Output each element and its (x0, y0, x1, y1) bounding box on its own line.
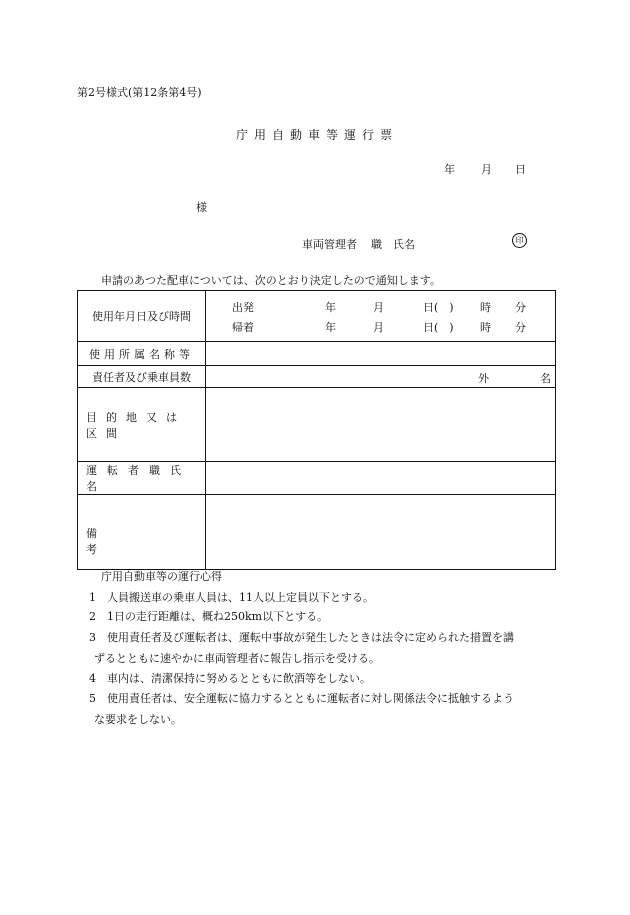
remarks-value-cell[interactable] (206, 495, 556, 570)
departure-day: 日( ) (423, 301, 454, 314)
return-month: 月 (373, 321, 384, 334)
return-hour: 時 (480, 321, 491, 334)
persons-label-cell (78, 366, 206, 388)
return-label: 帰着 (232, 321, 254, 334)
page-title: 庁用自動車等運行票 (236, 128, 399, 142)
dest-label-cell (78, 388, 206, 462)
return-day: 日( ) (423, 321, 454, 334)
seal-mark: 印 (512, 233, 527, 248)
return-minute: 分 (515, 321, 526, 334)
manager-label: 車両管理者 (302, 238, 357, 251)
persons-label: 責任者及び乗車員数 (92, 370, 191, 384)
dispatch-form-table (77, 290, 556, 570)
addressee-suffix: 様 (196, 201, 207, 214)
notice-text: 申請のあつた配車については、次のとおり決定したので通知します。 (101, 274, 441, 287)
manager-name-label: 職 氏名 (371, 238, 415, 251)
return-year: 年 (325, 321, 336, 334)
date-day-label: 日 (515, 163, 526, 176)
datetime-label: 使用年月日及び時間 (92, 310, 191, 323)
driver-label: 運転者職氏名 (86, 464, 191, 493)
persons-row (206, 367, 555, 387)
remarks-label: 備考 (86, 527, 181, 556)
form-number: 第2号様式(第12条第4号) (77, 86, 202, 99)
dest-value-cell[interactable] (206, 388, 556, 462)
date-year-label: 年 (444, 163, 455, 176)
rule-item-5-cont: な要求をしない。 (94, 713, 182, 726)
rule-item-5: 5 使用責任者は、安全運転に協力するとともに運転者に対し関係法令に抵触するよう (89, 692, 514, 705)
rules-heading: 庁用自動車等の運行心得 (101, 570, 222, 583)
dept-value-cell[interactable] (206, 342, 556, 366)
dept-label-cell (78, 342, 206, 366)
datetime-label-cell (78, 291, 206, 342)
rule-item-2: 2 1日の走行距離は、概ね250km以下とする。 (89, 610, 329, 623)
driver-label-cell (78, 462, 206, 495)
departure-row (206, 296, 555, 316)
count-unit-label: 名 (540, 371, 551, 385)
datetime-value-cell[interactable] (206, 291, 556, 342)
rule-item-1: 1 人員搬送車の乗車人員は、11人以上定員以下とする。 (89, 591, 374, 604)
departure-hour: 時 (480, 301, 491, 314)
driver-value-cell[interactable] (206, 462, 556, 495)
others-label: 外 (478, 371, 489, 385)
date-month-label: 月 (481, 163, 492, 176)
remarks-label-cell (78, 495, 206, 570)
dest-label: 目的地又は区間 (86, 410, 186, 440)
departure-month: 月 (373, 301, 384, 314)
departure-year: 年 (325, 301, 336, 314)
departure-label: 出発 (232, 301, 254, 314)
persons-value-cell[interactable] (206, 366, 556, 388)
rule-item-3-cont: ずるとともに速やかに車両管理者に報告し指示を受ける。 (94, 652, 380, 665)
dept-label: 使用所属名称等 (89, 347, 194, 361)
departure-minute: 分 (515, 301, 526, 314)
rule-item-3: 3 使用責任者及び運転者は、運転中事故が発生したときは法令に定められた措置を講 (89, 631, 514, 644)
rule-item-4: 4 車内は、清潔保持に努めるとともに飲酒等をしない。 (89, 672, 371, 685)
return-row (206, 316, 555, 336)
